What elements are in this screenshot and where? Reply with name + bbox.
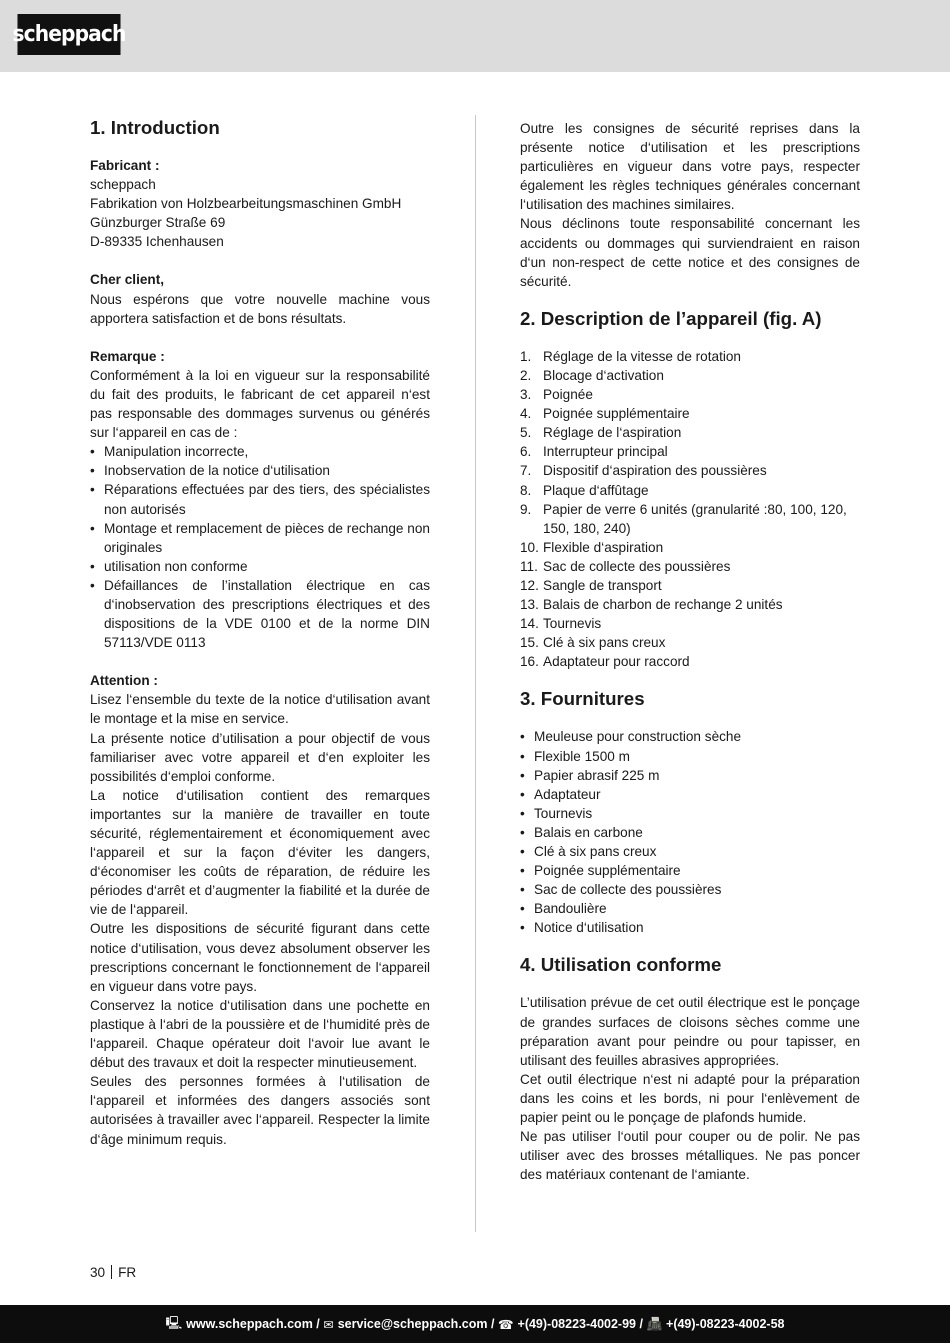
attention-paragraph: La présente notice d’utilisation a pour objectif de vous familiariser avec votre appareil et d‘en exploiter les possibilités d‘emploi conforme. — [90, 730, 430, 784]
list-item: 15. Clé à six pans creux — [520, 635, 666, 651]
manufacturer-line: Fabrikation von Holzbearbeitungsmaschinen GmbH — [90, 196, 402, 212]
list-item: 8. Plaque d‘affûtage — [520, 482, 649, 498]
list-item: • Papier abrasif 225 m — [520, 766, 860, 785]
footer-fax: +(49)-08223-4002-58 — [666, 1317, 785, 1331]
attention-paragraph: Lisez l‘ensemble du texte de la notice d‘utilisation avant le montage et la mise en service. — [90, 692, 430, 727]
introduction-heading: 1. Introduction — [90, 117, 220, 138]
list-item: • Notice d‘utilisation — [520, 918, 860, 937]
page-language: FR — [118, 1265, 137, 1280]
footer-bar — [0, 1305, 950, 1343]
manufacturer-line: D-89335 Ichenhausen — [90, 234, 224, 250]
email-icon: ✉ — [323, 1317, 334, 1332]
list-item: 7. Dispositif d‘aspiration des poussières — [520, 463, 767, 479]
scheppach-logo: scheppach — [17, 14, 120, 55]
list-item: 14. Tournevis — [520, 616, 602, 632]
page-number-value: 30 — [90, 1265, 106, 1280]
description-list — [520, 347, 860, 672]
list-item: • Poignée supplémentaire — [520, 861, 860, 880]
footer-email-link[interactable]: service@scheppach.com / — [337, 1317, 495, 1331]
client-label: Cher client, — [90, 272, 165, 288]
list-item: 3. Poignée — [520, 387, 593, 403]
supplies-heading: 3. Fournitures — [520, 688, 645, 710]
manufacturer-line: scheppach — [90, 177, 156, 193]
attention-paragraph: La notice d‘utilisation contient des remarques importantes sur la manière de travailler en toute sécurité, réglementairement et économiquement avec l‘appareil et sur la façon d‘éviter les dangers, d‘économiser les coûts de réparation, de réduire les périodes d‘arrêt et d’augmenter la fiabilité et la durée de vie de l‘appareil. — [90, 787, 430, 918]
safety-paragraph: Nous déclinons toute responsabilité concernant les accidents ou dommages qui surviendraient en raison d‘un non-respect de cette notice et des consignes de sécurité. — [520, 216, 860, 289]
list-item: • Balais en carbone — [520, 823, 860, 842]
list-item: 2. Blocage d‘activation — [520, 367, 664, 383]
list-item: 1. Réglage de la vitesse de rotation — [520, 348, 741, 364]
list-item: 16. Adaptateur pour raccord — [520, 654, 690, 670]
manufacturer-label: Fabricant : — [90, 158, 160, 173]
list-item: 4. Poignée supplémentaire — [520, 406, 690, 422]
list-item: 10. Flexible d‘aspiration — [520, 539, 664, 555]
list-item: 13. Balais de charbon de rechange 2 unités — [520, 597, 783, 613]
remark-text: Conformément à la loi en vigueur sur la responsabilité du fait des produits, le fabricant de cet appareil n‘est pas responsable des dommages survenus ou générés sur l‘appareil en cas de : — [90, 367, 430, 441]
remark-label: Remarque : — [90, 348, 165, 364]
list-item: • Flexible 1500 m — [520, 747, 860, 766]
attention-paragraph: Outre les dispositions de sécurité figurant dans cette notice d‘utilisation, vous devez absolument observer les prescriptions concernant le fonctionnement de l‘appareil en vigueur dans votre pays. — [90, 921, 430, 994]
remark-list — [90, 442, 430, 652]
list-item: 12. Sangle de transport — [520, 577, 662, 593]
phone-icon: ☎ — [497, 1317, 514, 1332]
list-item: 6. Interrupteur principal — [520, 444, 668, 460]
supplies-list — [520, 727, 860, 937]
list-item: 9. Papier de verre 6 unités (granularité :80, 100, 120, 150, 180, 240) — [520, 501, 847, 536]
left-column — [90, 116, 430, 1149]
attention-paragraph: Conservez la notice d‘utilisation dans une pochette en plastique à l‘abri de la poussière et de l‘humidité près de l‘appareil. Chaque opérateur doit l‘avoir lue avant le début des travaux et doit la respecter minutieusement. — [90, 997, 430, 1071]
list-item: • Montage et remplacement de pièces de rechange non originales — [90, 519, 430, 557]
usage-paragraph: Ne pas utiliser l‘outil pour couper ou de polir. Ne pas utiliser avec des brosses métalliques. Ne pas poncer des matériaux contenant de l‘amiante. — [520, 1129, 860, 1183]
manufacturer-line: Günzburger Straße 69 — [90, 215, 226, 231]
list-item: • Réparations effectuées par des tiers, des spécialistes non autorisés — [90, 480, 430, 518]
list-item: • Inobservation de la notice d‘utilisation — [90, 461, 430, 480]
list-item: • Tournevis — [520, 804, 860, 823]
safety-paragraph: Outre les consignes de sécurité reprises dans la présente notice d‘utilisation et les prescriptions particulières en vigueur dans votre pays, respecter également les règles techniques générales concernant l‘utilisation des machines similaires. — [520, 121, 860, 213]
list-item: • Clé à six pans creux — [520, 842, 860, 861]
footer-web-link[interactable]: www.scheppach.com / — [186, 1317, 320, 1331]
attention-label: Attention : — [90, 673, 158, 689]
description-heading: 2. Description de l’appareil (fig. A) — [520, 307, 822, 329]
usage-heading: 4. Utilisation conforme — [520, 954, 722, 976]
list-item: • utilisation non conforme — [90, 557, 430, 576]
fax-icon: 📠 — [646, 1316, 663, 1331]
page-number — [90, 1265, 136, 1280]
column-divider — [475, 115, 476, 1232]
list-item: 5. Réglage de l‘aspiration — [520, 425, 682, 441]
list-item: • Défaillances de l’installation électrique en cas d‘inobservation des prescriptions électriques et des dispositions de la VDE 0100 et de la norme DIN 57113/VDE 0113 — [90, 576, 430, 652]
right-column — [520, 119, 860, 1184]
header-bar — [0, 0, 950, 72]
list-item: • Bandoulière — [520, 899, 860, 918]
list-item: • Adaptateur — [520, 785, 860, 804]
monitor-icon: 🖳 — [165, 1315, 183, 1330]
list-item: 11. Sac de collecte des poussières — [520, 558, 731, 574]
attention-paragraph: Seules des personnes formées à l‘utilisation de l‘appareil et informées des dangers associés sont autorisées à travailler avec l‘appareil. Respecter la limite d‘âge minimum requis. — [90, 1074, 430, 1147]
usage-paragraph: L’utilisation prévue de cet outil électrique est le ponçage de grandes surfaces de cloisons sèches comme une préparation avant pour peindre ou pour tapisser, en utilisant des feuilles abrasives appropriées. — [520, 995, 860, 1068]
list-item: • Meuleuse pour construction sèche — [520, 727, 860, 746]
list-item: • Sac de collecte des poussières — [520, 880, 860, 899]
usage-paragraph: Cet outil électrique n‘est ni adapté pour la préparation dans les coins et les bords, ni pour l‘enlèvement de papier peint ou le ponçage de plafonds humide. — [520, 1071, 860, 1126]
footer-phone: +(49)-08223-4002-99 / — [517, 1317, 643, 1331]
client-text: Nous espérons que votre nouvelle machine vous apportera satisfaction et de bons résultats. — [90, 291, 430, 326]
list-item: • Manipulation incorrecte, — [90, 442, 430, 461]
